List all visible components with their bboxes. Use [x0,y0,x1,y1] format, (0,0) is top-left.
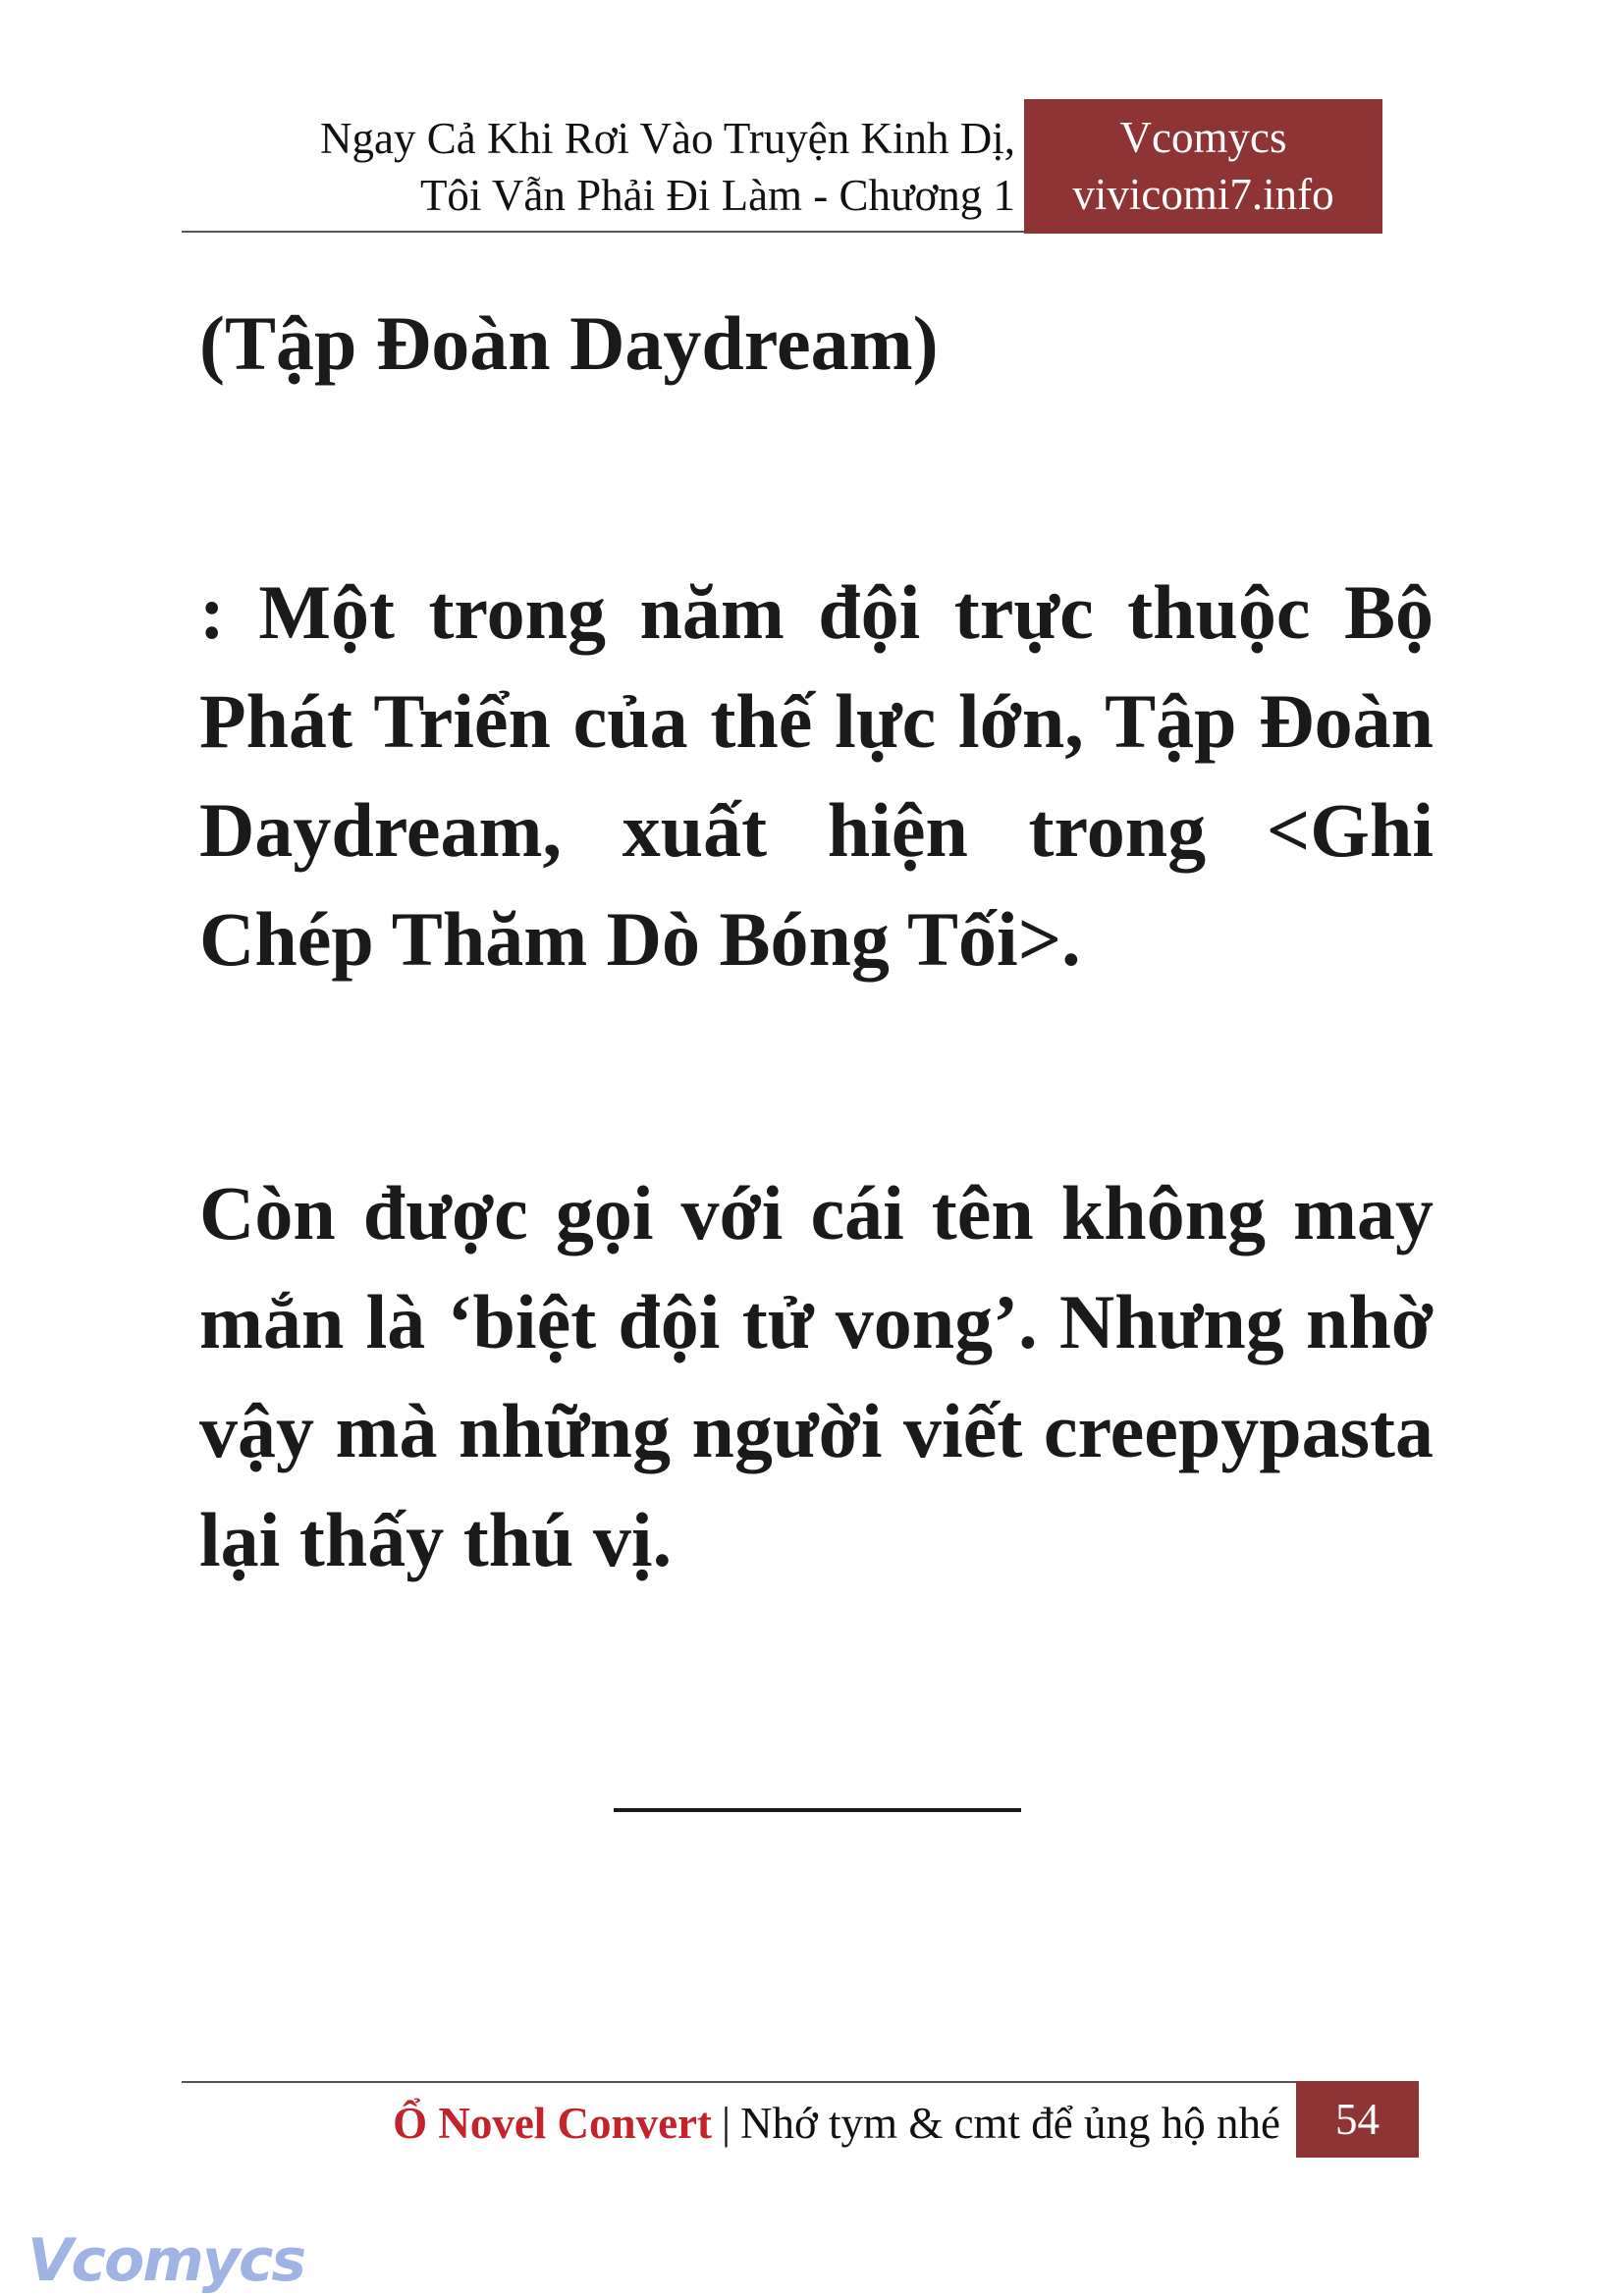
body-paragraph-1: : Một trong năm đội trực thuộc Bộ Phát Triển của thế lực lớn, Tập Đoàn Daydream, xuất hiện trong <Ghi Chép Thăm Dò Bóng Tối>. [199,569,1434,982]
section-heading: (Tập Đoàn Daydream) [199,300,939,386]
footer-brand: Ổ Novel Convert [393,2099,712,2148]
footer-rule [182,2081,1296,2083]
page-number: 54 [1296,2081,1419,2158]
header-brand-name: Vcomycs [1119,113,1287,162]
watermark-text: Vcomycs [27,2226,305,2295]
footer-note: Nhớ tym & cmt để ủng hộ nhé [740,2099,1280,2148]
footer-text [393,2093,1280,2154]
header-brand-box [1024,99,1382,234]
section-divider [614,1808,1021,1812]
header-title-line-1: Ngay Cả Khi Rơi Vào Truyện Kinh Dị, [320,114,1015,163]
running-header-title [320,110,1015,224]
header-title-line-2: Tôi Vẫn Phải Đi Làm - Chương 1 [419,171,1015,220]
footer-separator: | [722,2099,731,2148]
body-paragraph-2: Còn được gọi với cái tên không may mắn là ‘biệt đội tử vong’. Nhưng nhờ vậy mà những người viết creepypasta lại thấy thú vị. [199,1170,1434,1582]
watermark-logo [27,2226,304,2295]
header-brand-site: vivicomi7.info [1072,170,1334,219]
header-rule [182,231,1024,233]
